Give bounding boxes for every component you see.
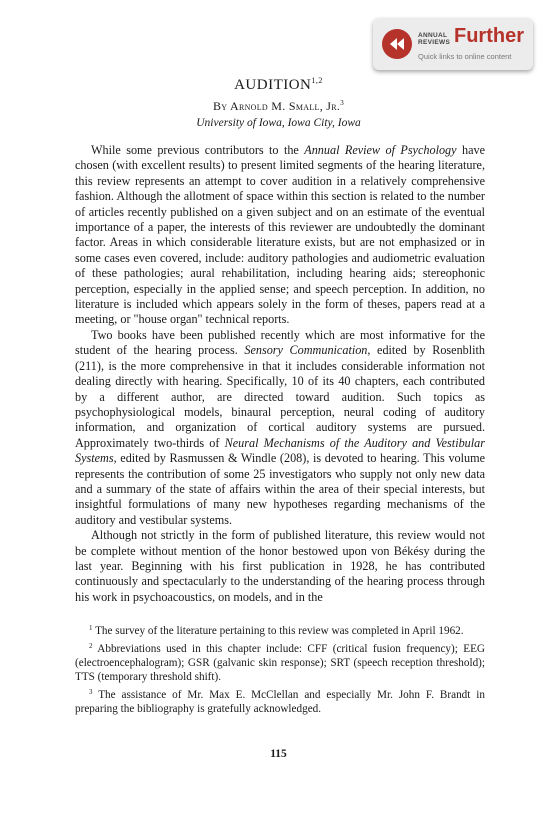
body-paragraph: Two books have been published recently which are most informative for the student of the hearing process. Sensory Communication, edited by Rosenblith (211), is the more comprehensive in that it includes considerable information not dealing directly with hearing. Specifically, 10 of its 40 chapters, each contributed by a different author, are directed toward audition. Such topics as psychophysiological models, binaural perception, neural coding of auditory information, and organization of cortical auditory systems are pursued. Approximately two-thirds of Neural Mechanisms of the Auditory and Vestibular Systems, edited by Rasmussen & Windle (208), is devoted to hearing. This volume represents the contribution of some 25 investigators who supply not only new data and a summary of the state of affairs within the area of their special interests, but insightful formulations of many new hypotheses regarding mechanisms of the auditory and vestibular systems. <box>75 327 486 527</box>
badge-further-word: Further <box>454 25 524 47</box>
affiliation: University of Iowa, Iowa City, Iowa <box>196 117 361 129</box>
italic-title: Annual Review of Psychology <box>304 143 457 157</box>
page-number: 115 <box>270 748 287 760</box>
annual-reviews-brand: ANNUAL REVIEWS <box>418 32 451 46</box>
footnote-mark: 3 <box>89 688 93 696</box>
footnote <box>75 621 485 638</box>
footnote-mark: 1 <box>89 624 93 632</box>
footnote-text: The survey of the literature pertaining to this review was completed in April 1962. <box>92 625 464 637</box>
title-footnote-marks[interactable]: 1,2 <box>311 76 323 85</box>
badge-tagline: Quick links to online content <box>418 52 512 61</box>
article-body <box>75 143 485 605</box>
body-paragraph: Although not strictly in the form of published literature, this review would not be complete without mention of the honor bestowed upon von Békésy during the last year. Beginning with his first publication in 1928, he has contributed continuously and spectacularly to the understanding of the hearing process through his work in psychoacoustics, on models, and in the <box>75 528 485 604</box>
italic-title: Sensory Communication <box>244 343 368 358</box>
footnote-text: Abbreviations used in this chapter include: CFF (critical fusion frequency); EEG (electroencephalogram); GSR (galvanic skin response); SRT (speech reception threshold); TTS (temporary threshold shift). <box>75 643 485 683</box>
rewind-arrows-icon <box>382 29 412 59</box>
footnote-text: The assistance of Mr. Max E. McClellan and especially Mr. John F. Brandt in preparing the bibliography is gratefully acknowledged. <box>75 689 485 715</box>
article-title: AUDITION$^{1,2}$ <box>234 76 323 93</box>
author-footnote-mark[interactable]: 3 <box>340 99 345 107</box>
footnotes <box>75 621 485 717</box>
italic-title: Neural Mechanisms of the Auditory and Vestibular Systems <box>75 435 485 466</box>
author-line: By Arnold M. Small, Jr.$^3$ <box>212 99 345 113</box>
footnote <box>75 639 485 684</box>
footnote-mark: 2 <box>89 642 93 650</box>
footnote <box>75 685 485 716</box>
body-paragraph: While some previous contributors to the Annual Review of Psychology have chosen (with excellent results) to present limited segments of the hearing literature, this review represents an attempt to cover audition in a relatively comprehensive fashion. Although the allotment of space within this section is related to the number of articles recently published on a given subject and on an estimate of the eventual importance of a paper, the interests of this reviewer are undoubtedly the dominant factor. Areas in which considerable literature exists, but are not emphasized or in some cases even covered, include: auditory pathologies and audiometric evaluation of these pathologies; aural rehabilitation, including hearing aids; stereophonic perception, especially in the applied sense; and speech perception. In addition, no literature is included which appears solely in the form of theses, papers read at a meeting, or "house organ" technical reports. <box>75 143 485 327</box>
further-links-badge[interactable] <box>373 18 533 70</box>
